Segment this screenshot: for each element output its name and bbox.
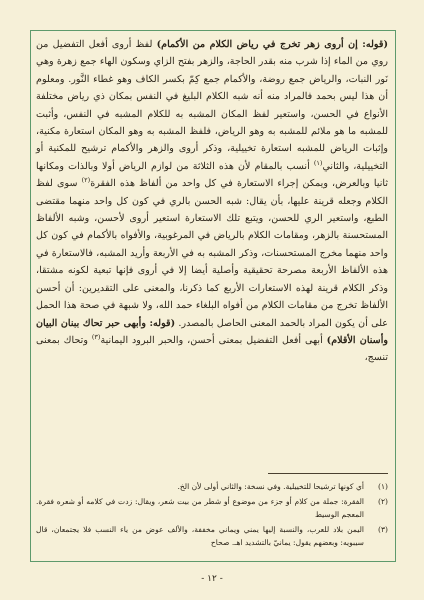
footnote-item: [36, 495, 388, 521]
commentary-text-1: لفظ أروى أفعل التفضيل من روي من الماء إذا شرب منه بقدر الحاجة، والزهر بفتح الزاي وسكون الهاء جمع زهرة وهي نَور النبات، والرياض جمع روضة، والأكمام جمع كِمّ بكسر الكاف وهو غطاء النَّور. ومعلوم أن هذا ليس بحمد فالمراد منه أنه شبه الكلام البليغ في النفس بمكان ذي رياض مختلفة الأنواع في الحسن، واستعير لفظ المكان المشبه به للكلام المشبه في النفس، وأثبت للمشبه ما هو ملائم للمشبه به وهو الرياض، فلفظ المشبه به وهو المكان استعارة مكنية، وإثبات الرياض للمشبه استعارة تخييلية، وذكر أروى والزهر والأكمام ترشيح للمكنية أو التخييلية، والثاني: [36, 39, 388, 172]
page-number: - ١٢ -: [201, 574, 223, 584]
footnote-ref-2[interactable]: (٢): [81, 176, 91, 185]
commentary-text-3: سوى لفظ الكلام وجعله قرينة عليها، بأن يقال: شبه الحسن بالري في كون كل واحد منهما مقتضى الطبع، واستعير الري للحسن، ويتبع تلك الاستعارة استعير أروى لأحسن، وشبه الألفاظ المستحسنة بالزهر، ومقامات الكلام بالرياض في المرغوبية، والأفواه بالأكمام في كون كل واحد منهما مخرج المستحسنات، وذكر المشبه به في الأربعة وأريد المشبه، فالاستعارة في هذه الألفاظ الأربعة مصرحة تحقيقية وأصلية أيضا إلا في أروى فإنها تبعية لكونه مشتقا، وذكر الكلام قرينة لهذه الاستعارات الأربع كما ذكرنا، والمعنى على التقديرين: أن أحسن الألفاظ تخرج من مقامات الكلام من أفواه البلغاء حمد الله، ولا شبهة في صحة هذا الحمل على أن يكون المراد بالحمد المعنى الحاصل بالمصدر.: [36, 178, 388, 329]
commentary-text-2: أنسب بالمقام لأن هذه الثلاثة من لوازم الرياض أولا وبالذات ومكانها ثانيا وبالعرض، ويمكن إجراء الاستعارة في كل واحد من ألفاظ هذه الفقرة: [36, 160, 388, 190]
quoted-lemma-1: (قوله: إن أروى زهر تخرج في رياض الكلام من الأكمام): [156, 39, 388, 50]
footnote-ref-1[interactable]: (١): [313, 158, 323, 167]
footnotes: [36, 480, 388, 551]
commentary-text-4: أبهى أفعل التفضيل بمعنى أحسن، والحبر البرود اليمانية: [100, 334, 327, 346]
footnote-separator: [268, 473, 388, 474]
main-text-block: [36, 36, 388, 367]
footnote-item: [36, 523, 388, 549]
commentary-paragraph: [36, 36, 388, 367]
footnote-text: اليمن بلاد للعرب، والنسبة إليها يمني ويماني مخففة، والألف عوض من ياء النسب فلا يجتمعان، قال سيبويه: وبعضهم يقول: يمانيّ بالتشديد اهـ. صحاح: [36, 525, 364, 547]
footnote-number: (٣): [377, 525, 388, 534]
footnote-text: أي كونها ترشيحا للتخييلية. وفي نسخة: والثاني أولى لأن الخ.: [177, 482, 364, 491]
footnote-item: [36, 480, 388, 493]
footnote-number: (٢): [377, 497, 388, 506]
commentary-text-5: وتحاك بمعنى تنسج،: [36, 334, 388, 364]
quoted-lemma-2: (قوله: وأبهى حبر تحاك ببنان البيان وأسنان الأقلام): [36, 317, 388, 346]
footnote-text: الفقرة: جملة من كلام أو جزء من موضوع أو شطر من بيت شعر، ويقال: زدت في كلامه أو شعره فقرة. المعجم الوسيط: [36, 497, 364, 519]
footnote-number: (١): [377, 482, 388, 491]
footnote-ref-3[interactable]: (٣): [91, 332, 101, 341]
